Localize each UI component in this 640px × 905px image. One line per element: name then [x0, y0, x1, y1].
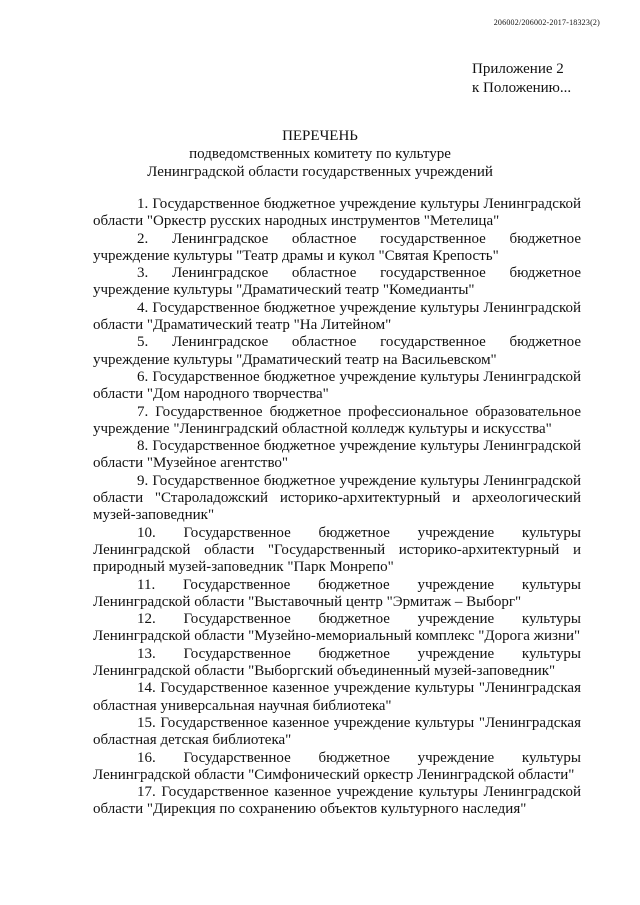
heading-title: ПЕРЕЧЕНЬ: [282, 128, 358, 144]
list-item: 12. Государственное бюджетное учреждение культуры Ленинградской области "Музейно-мемориальный комплекс "Дорога жизни": [93, 611, 581, 645]
appendix-line-2: к Положению...: [472, 80, 572, 96]
list-item: 14. Государственное казенное учреждение культуры "Ленинградская областная универсальная научная библиотека": [93, 680, 581, 714]
list-item: 9. Государственное бюджетное учреждение культуры Ленинградской области "Староладожский историко-архитектурный и археологический музей-заповедник": [93, 472, 581, 524]
list-item: 3. Ленинградское областное государственное бюджетное учреждение культуры "Драматический театр "Комедианты": [93, 265, 581, 299]
list-item: 17. Государственное казенное учреждение культуры Ленинградской области "Дирекция по сохранению объектов культурного наследия": [93, 784, 581, 818]
list-item: 5. Ленинградское областное государственное бюджетное учреждение культуры "Драматический театр на Васильевском": [93, 334, 581, 368]
list-item: 11. Государственное бюджетное учреждение культуры Ленинградской области "Выставочный центр "Эрмитаж – Выборг": [93, 576, 581, 610]
list-item: 7. Государственное бюджетное профессиональное образовательное учреждение "Ленинградский областной колледж культуры и искусства": [93, 403, 581, 437]
list-item: 2. Ленинградское областное государственное бюджетное учреждение культуры "Театр драмы и кукол "Святая Крепость": [93, 230, 581, 264]
list-item: 10. Государственное бюджетное учреждение культуры Ленинградской области "Государственный историко-архитектурный и природный музей-заповедник "Парк Монрепо": [93, 524, 581, 576]
document-number: 206002/206002-2017-18323(2): [493, 18, 600, 27]
document-heading: [0, 127, 640, 181]
appendix-reference: [472, 60, 571, 98]
heading-subtitle-1: подведомственных комитету по культуре: [189, 146, 451, 162]
institution-list: [93, 196, 581, 819]
list-item: 6. Государственное бюджетное учреждение культуры Ленинградской области "Дом народного творчества": [93, 368, 581, 403]
list-item: 13. Государственное бюджетное учреждение культуры Ленинградской области "Выборгский объединенный музей-заповедник": [93, 645, 581, 680]
list-item: 4. Государственное бюджетное учреждение культуры Ленинградской области "Драматический театр "На Литейном": [93, 299, 581, 334]
list-item: 1. Государственное бюджетное учреждение культуры Ленинградской области "Оркестр русских народных инструментов "Метелица": [93, 196, 581, 230]
heading-subtitle-2: Ленинградской области государственных учреждений: [147, 164, 493, 180]
list-item: 16. Государственное бюджетное учреждение культуры Ленинградской области "Симфонический оркестр Ленинградской области": [93, 749, 581, 783]
list-item: 15. Государственное казенное учреждение культуры "Ленинградская областная детская библиотека": [93, 714, 581, 749]
appendix-line-1: Приложение 2: [472, 61, 564, 77]
list-item: 8. Государственное бюджетное учреждение культуры Ленинградской области "Музейное агентство": [93, 438, 581, 472]
